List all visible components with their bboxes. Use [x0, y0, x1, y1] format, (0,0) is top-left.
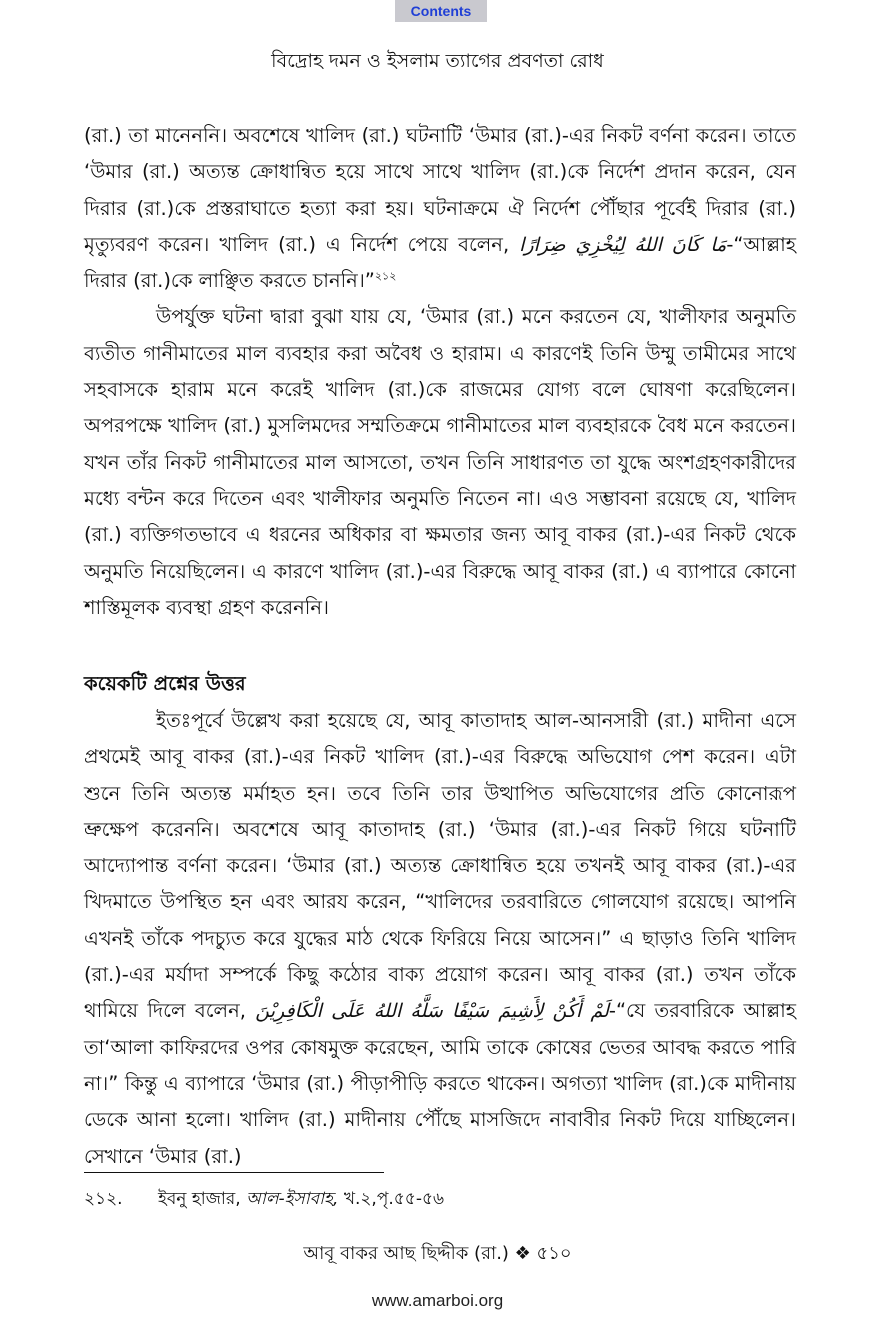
paragraph-3-text: ইতঃপূর্বে উল্লেখ করা হয়েছে যে, আবূ কাতাদাহ আল-আনসারী (রা.) মাদীনা এসে প্রথমেই আবূ বাকর (রা.)-এর নিকট খালিদ (রা.)-এর বিরুদ্ধে অভিযোগ পেশ করেন। এটা শুনে তিনি অত্যন্ত মর্মাহত হন। তবে তিনি তার উত্থাপিত অভিযোগের প্রতি কোনোরূপ ভ্রুক্ষেপ করেননি। অবশেষে আবূ কাতাদাহ (রা.) ‘উমার (রা.)-এর নিকট গিয়ে ঘটনাটি আদ্যোপান্ত বর্ণনা করেন। ‘উমার (রা.) অত্যন্ত ক্রোধান্বিত হয়ে তখনই আবূ বাকর (রা.)-এর খিদমাতে উপস্থিত হন এবং আরয করেন, “খালিদের তরবারিতে গোলযোগ রয়েছে। আপনি এখনই তাঁকে পদচ্যুত করে যুদ্ধের মাঠ থেকে ফিরিয়ে নিয়ে আসেন।” এ ছাড়াও তিনি খালিদ (রা.)-এর মর্যাদা সম্পর্কে কিছু কঠোর বাক্য প্রয়োগ করেন। আবূ বাকর (রা.) তখন তাঁকে থামিয়ে দিলে বলেন,	[84, 709, 796, 1023]
footnote-divider	[84, 1172, 384, 1173]
quote-translation-2: -“যে তরবারিকে আল্লাহ তা‘আলা কাফিরদের ওপর কোষমুক্ত করেছেন, আমি তাকে কোষের ভেতর আবদ্ধ করতে পারি না।”	[84, 999, 797, 1095]
contents-button[interactable]: Contents	[395, 0, 487, 22]
arabic-quote-1: مَا كَانَ اللهُ لِيُخْزِيَ ضِرَارًا	[519, 233, 727, 256]
running-head: বিদ্রোহ দমন ও ইসলাম ত্যাগের প্রবণতা রোধ	[271, 50, 604, 72]
paragraph-1	[84, 118, 796, 299]
body-part-2	[84, 703, 796, 1175]
paragraph-1-text: (রা.) তা মানেননি। অবশেষে খালিদ (রা.) ঘটনাটি ‘উমার (রা.)-এর নিকট বর্ণনা করেন। তাতে ‘উমার (রা.) অত্যন্ত ক্রোধান্বিত হয়ে সাথে সাথে খালিদ (রা.)কে নির্দেশ প্রদান করেন, যেন দিরার (রা.)কে প্রস্তরাঘাতে হত্যা করা হয়। ঘটনাক্রমে ঐ নির্দেশ পৌঁছার পূর্বেই দিরার (রা.) মৃত্যুবরণ করেন। খালিদ (রা.) এ নির্দেশ পেয়ে বলেন,	[84, 124, 796, 256]
footnote-ref-212[interactable]: ২১২	[374, 269, 397, 283]
footnote-author: ইবনু হাজার,	[158, 1189, 241, 1209]
quote-translation-1: -“আল্লাহ দিরার (রা.)কে লাঞ্ছিত করতে চাননি।”	[84, 232, 797, 293]
body-part-1	[84, 118, 796, 626]
section-heading: কয়েকটি প্রশ্নের উত্তর	[84, 672, 246, 695]
footnote-reference: খ.২,পৃ.৫৫-৫৬	[343, 1189, 445, 1209]
paragraph-2: উপর্যুক্ত ঘটনা দ্বারা বুঝা যায় যে, ‘উমার (রা.) মনে করতেন যে, খালীফার অনুমতি ব্যতীত গানীমাতের মাল ব্যবহার করা অবৈধ ও হারাম। এ কারণেই তিনি উম্মু তামীমের সাথে সহবাসকে হারাম মনে করেই খালিদ (রা.)কে রাজমের যোগ্য বলে ঘোষণা করেছিলেন। অপরপক্ষে খালিদ (রা.) মুসলিমদের সম্মতিক্রমে গানীমাতের মাল ব্যবহারকে বৈধ মনে করতেন। যখন তাঁর নিকট গানীমাতের মাল আসতো, তখন তিনি সাধারণত তা যুদ্ধে অংশগ্রহণকারীদের মধ্যে বন্টন করে দিতেন এবং খালীফার অনুমতি নিতেন না। এও সম্ভাবনা রয়েছে যে, খালিদ (রা.) ব্যক্তিগতভাবে এ ধরনের অধিকার বা ক্ষমতার জন্য আবূ বাকর (রা.)-এর নিকট থেকে অনুমতি নিয়েছিলেন। এ কারণে খালিদ (রা.)-এর বিরুদ্ধে আবূ বাকর (রা.) এ ব্যাপারে কোনো শাস্তিমূলক ব্যবস্থা গ্রহণ করেননি।	[84, 305, 796, 619]
footnote-title: আল-ইসাবাহ,	[246, 1189, 339, 1209]
website-link[interactable]: www.amarboi.org	[371, 1291, 504, 1310]
page-footer: আবূ বাকর আছ ছিদ্দীক (রা.) ❖ ৫১০	[303, 1243, 572, 1264]
footnote-number: ২১২.	[84, 1189, 123, 1209]
footnote-212	[84, 1186, 444, 1212]
paragraph-3-tail: কিন্তু এ ব্যাপারে ‘উমার (রা.) পীড়াপীড়ি করতে থাকেন। অগত্যা খালিদ (রা.)কে মাদীনায় ডেকে আনা হলো। খালিদ (রা.) মাদীনায় পৌঁছে মাসজিদে নাবাবীর নিকট দিয়ে যাচ্ছিলেন। সেখানে ‘উমার (রা.)	[84, 1071, 796, 1168]
paragraph-3	[84, 703, 796, 1175]
arabic-quote-2: لَمْ أَكُنْ لِأَشِيمَ سَيْفًا سَلَّهُ اللهُ عَلَى الْكَافِرِيْنَ	[255, 1000, 609, 1023]
